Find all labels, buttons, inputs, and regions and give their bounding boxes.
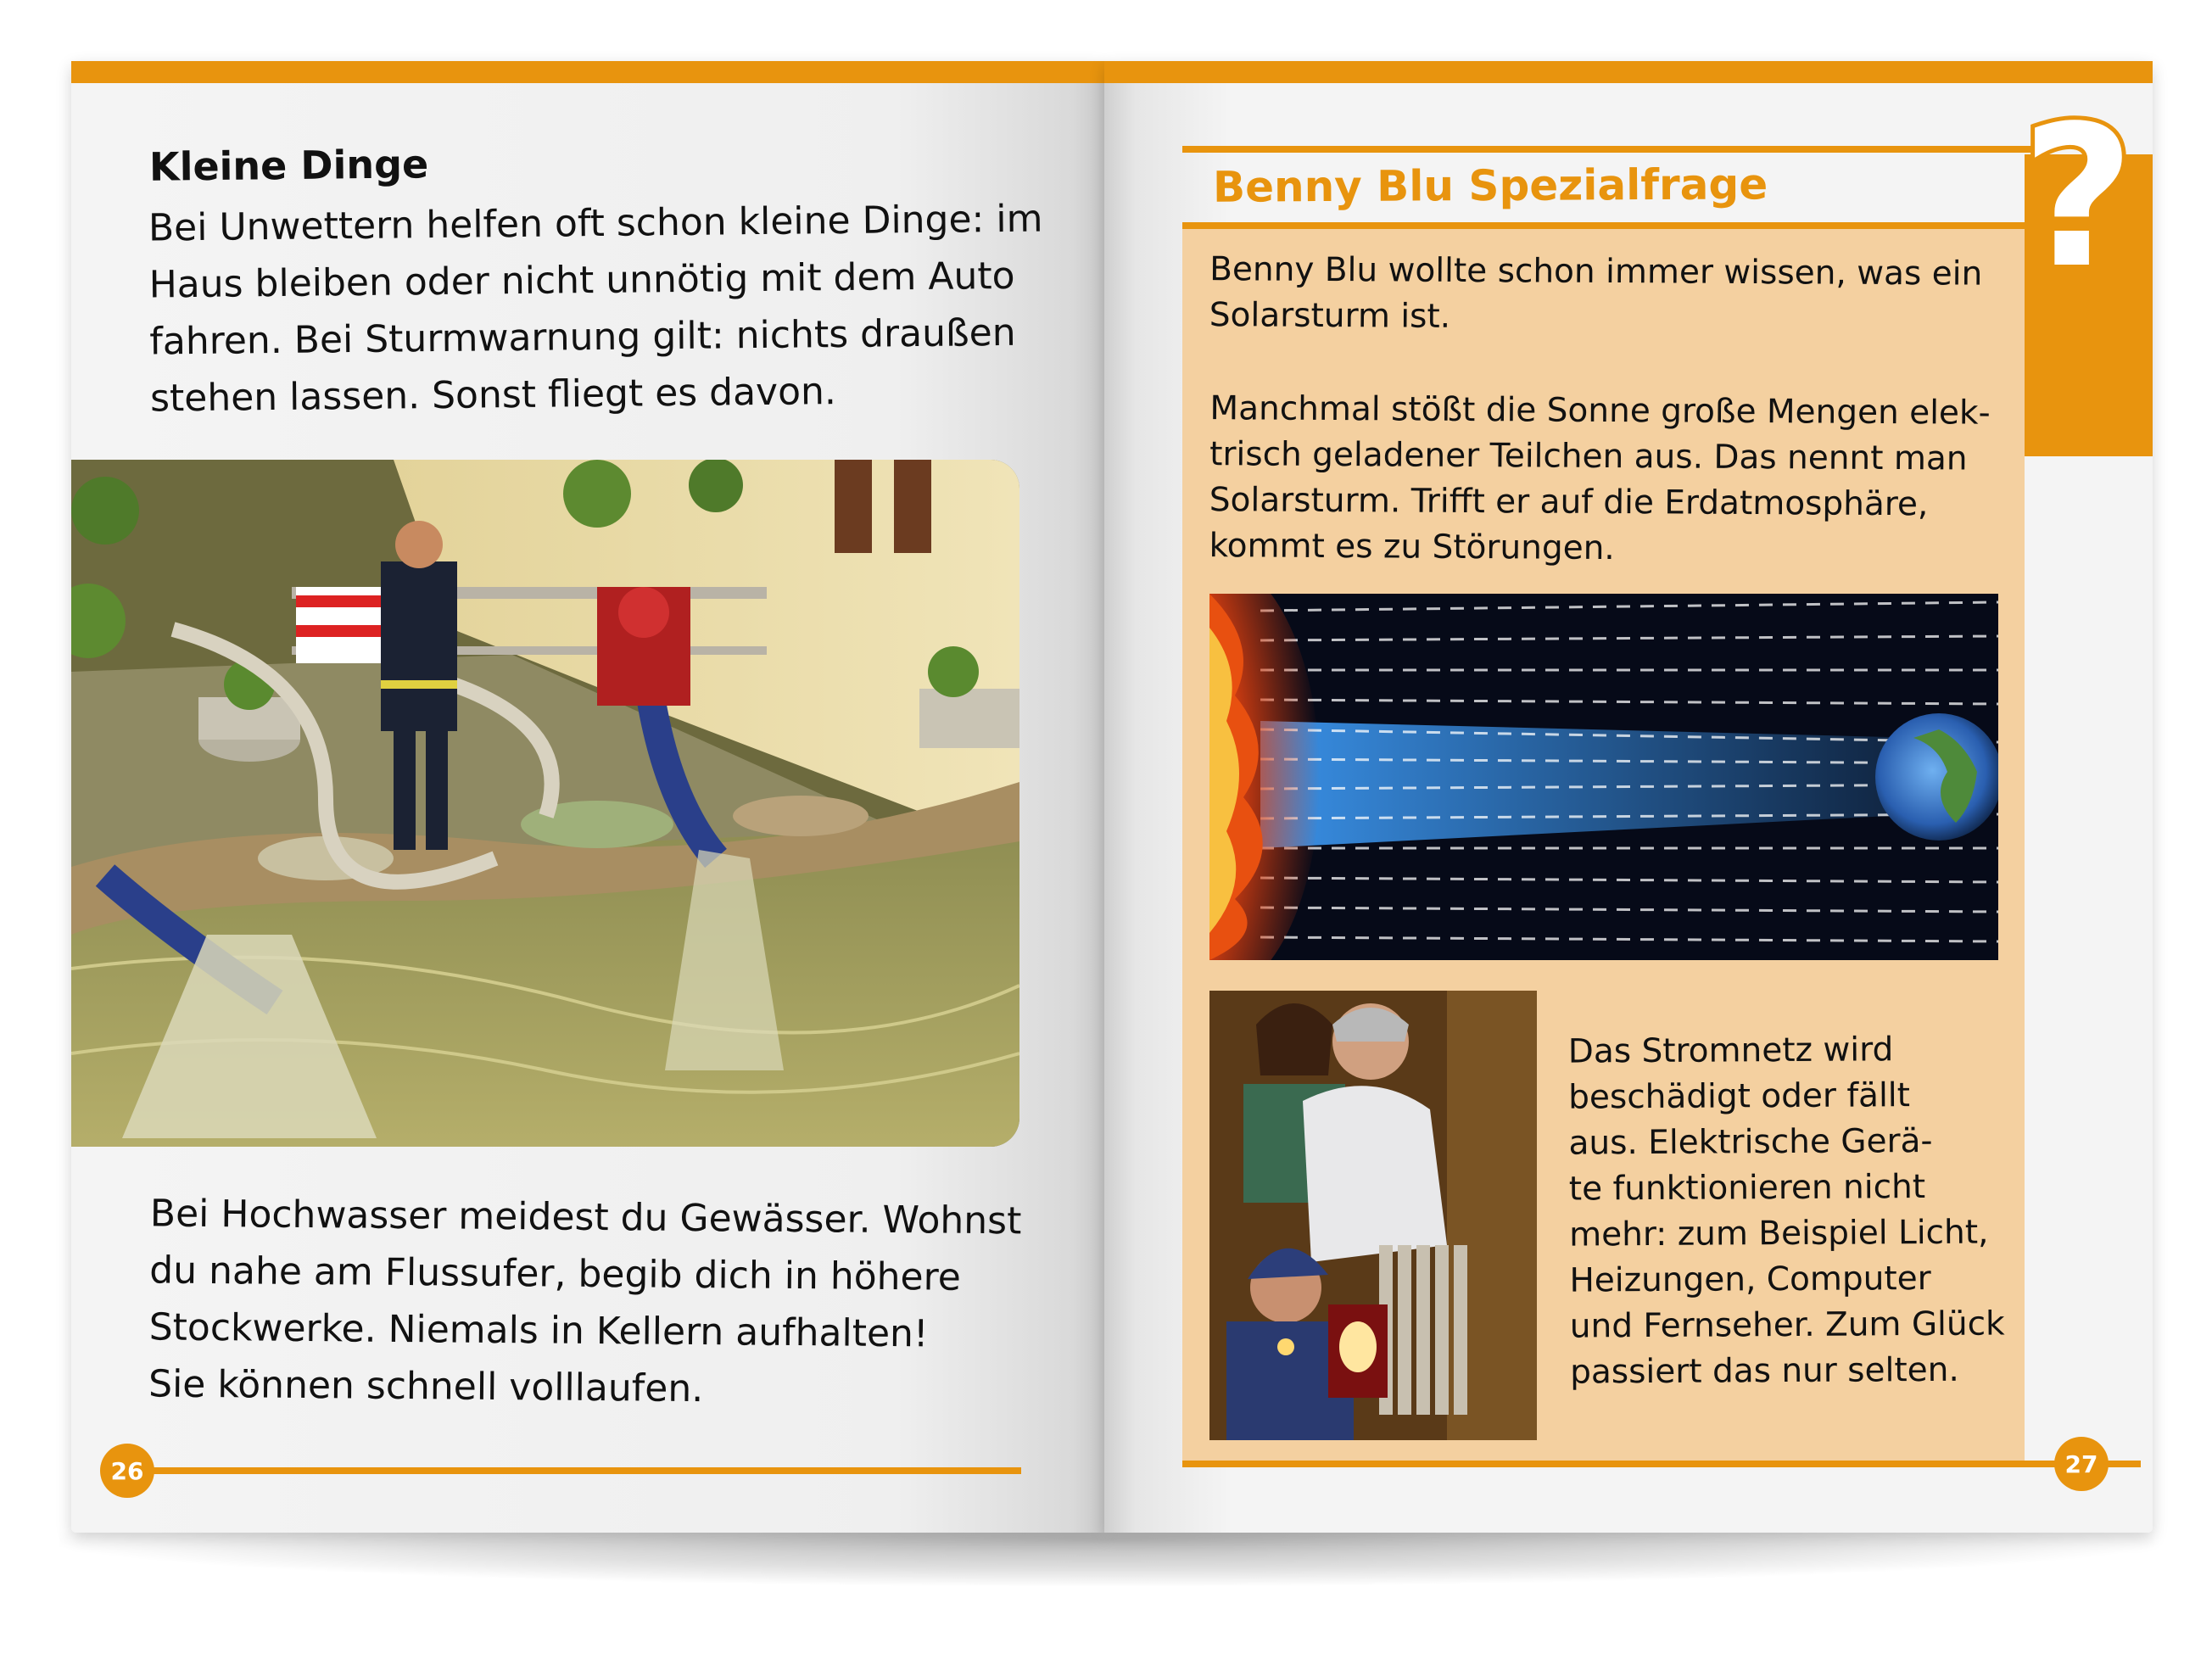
question-line: Benny Blu wollte schon immer wissen, was ein <box>1209 250 1983 293</box>
intro-line: stehen lassen. Sonst fliegt es davon. <box>149 370 837 421</box>
question-paragraph <box>1209 247 2008 344</box>
answer-line: trisch geladener Teilchen aus. Das nennt man <box>1209 435 1968 478</box>
intro-line: fahren. Bei Sturmwarnung gilt: nichts draußen <box>149 310 1016 364</box>
question-mark-icon <box>2010 95 2146 299</box>
answer-paragraph <box>1209 386 2007 574</box>
question-line: Solarsturm ist. <box>1209 296 1451 336</box>
consequence-line: Das Stromnetz wird <box>1567 1031 1894 1071</box>
intro-line: Bei Unwettern helfen oft schon kleine Dinge: im <box>148 197 1043 250</box>
answer-line: kommt es zu Störungen. <box>1209 527 1615 568</box>
right-footer-line <box>1182 1461 2141 1467</box>
page-number-left: 26 <box>100 1444 154 1498</box>
outro-line: Stockwerke. Niemals in Kellern aufhalten! <box>148 1305 929 1356</box>
title-rule-bottom <box>1182 222 2039 229</box>
consequence-line: Heizungen, Computer <box>1569 1259 1931 1300</box>
flood-illustration <box>71 460 1019 1147</box>
consequence-line: passiert das nur selten. <box>1570 1350 1959 1392</box>
left-page <box>71 61 1104 1533</box>
section-heading: Kleine Dinge <box>148 141 429 190</box>
intro-paragraph <box>148 190 1050 427</box>
outro-line: Bei Hochwasser meidest du Gewässer. Wohnst <box>149 1192 1022 1243</box>
consequence-line: aus. Elektrische Gerä- <box>1568 1121 1933 1163</box>
right-page <box>1104 61 2153 1533</box>
outro-line: Sie können schnell volllaufen. <box>148 1362 704 1411</box>
consequence-line: und Fernseher. Zum Glück <box>1569 1304 2005 1346</box>
right-top-bar <box>1104 61 2153 83</box>
outro-paragraph <box>148 1185 1049 1420</box>
consequence-line: beschädigt oder fällt <box>1568 1076 1911 1117</box>
question-mark-glyph: ? <box>2021 95 2135 299</box>
consequence-paragraph <box>1568 1026 2012 1395</box>
consequence-line: te funktionieren nicht <box>1568 1168 1926 1209</box>
title-rule-top <box>1182 146 2039 153</box>
special-question-title: Benny Blu Spezialfrage <box>1212 159 1768 212</box>
outro-line: du nahe am Flussufer, begib dich in höhere <box>149 1248 962 1299</box>
page-number-right: 27 <box>2054 1437 2109 1491</box>
consequence-line: mehr: zum Beispiel Licht, <box>1569 1213 1989 1254</box>
answer-line: Solarsturm. Trifft er auf die Erdatmosphäre, <box>1209 481 1929 524</box>
intro-line: Haus bleiben oder nicht unnötig mit dem Auto <box>148 254 1015 307</box>
power-outage-illustration <box>1209 991 1537 1440</box>
left-top-bar <box>71 61 1104 83</box>
answer-line: Manchmal stößt die Sonne große Mengen elek- <box>1209 389 1991 433</box>
solar-storm-illustration <box>1209 594 1998 960</box>
left-footer-line <box>105 1467 1021 1474</box>
